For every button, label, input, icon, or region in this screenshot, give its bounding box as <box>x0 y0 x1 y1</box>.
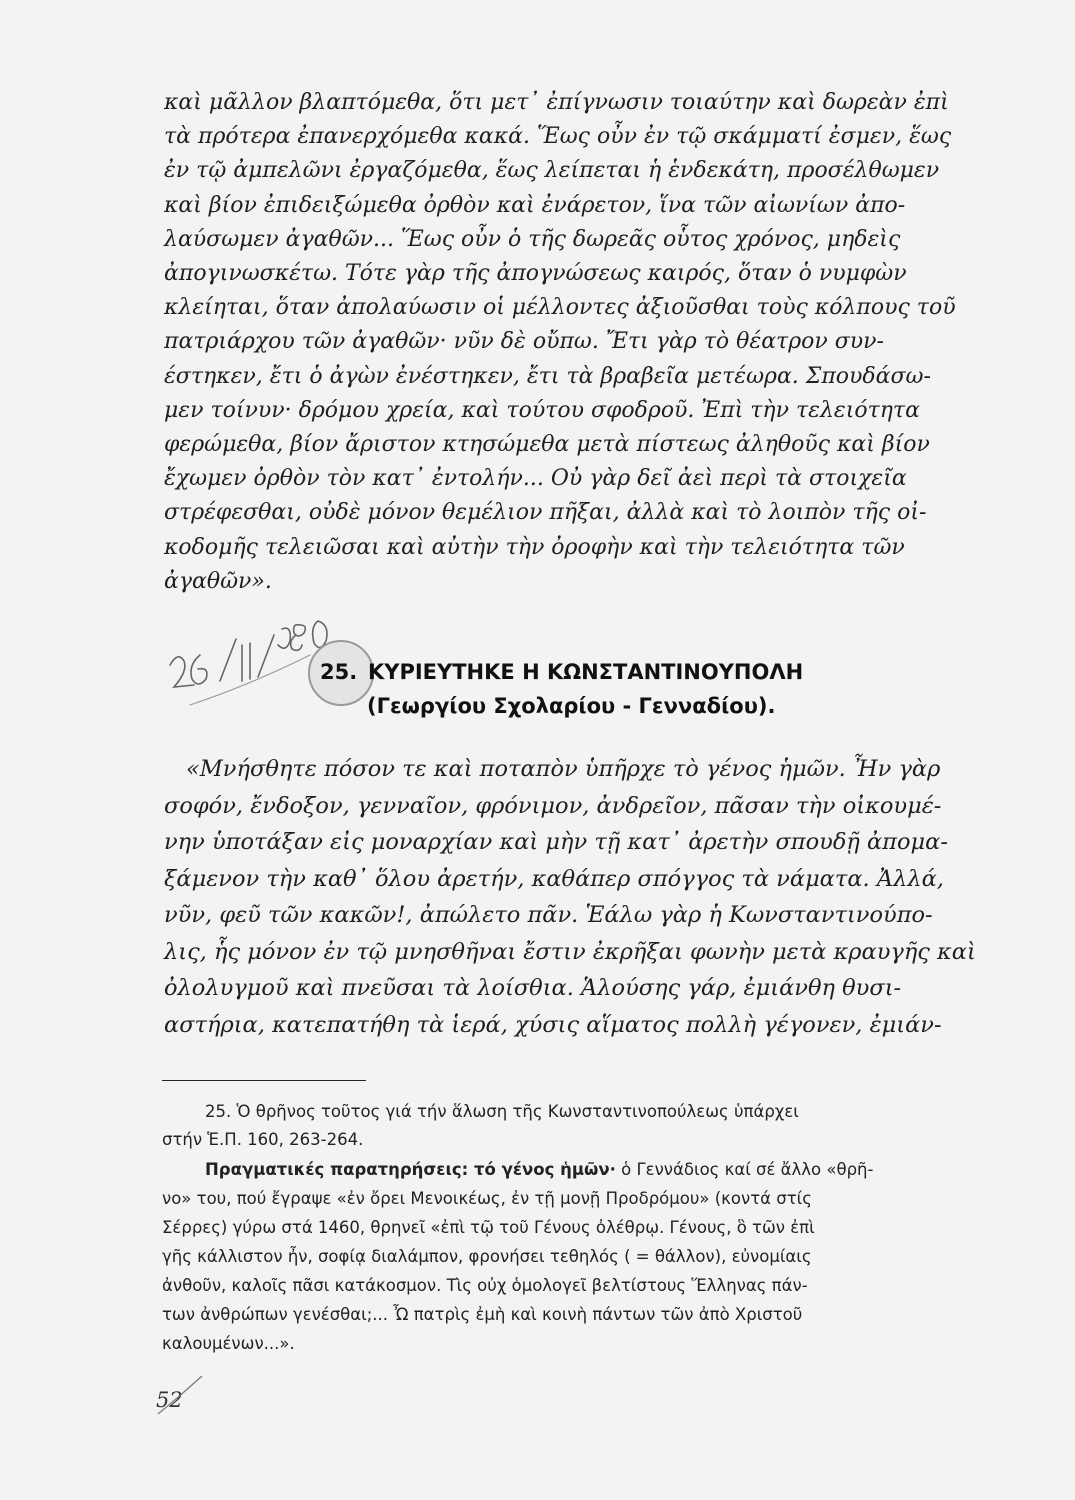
text-line: ἀπογινωσκέτω. Τότε γὰρ τῆς ἀπογνώσεως καιρός, ὅταν ὁ νυμφὼν <box>164 261 907 286</box>
text-line: τὰ πρότερα ἐπανερχόμεθα κακά. Ἕως οὖν ἐν τῷ σκάμματί ἐσμεν, ἕως <box>164 124 952 150</box>
footnote-line <box>205 1160 873 1179</box>
text-line: φερώμεθα, βίον ἄριστον κτησώμεθα μετὰ πίστεως ἀληθοῦς καὶ βίον <box>164 432 930 457</box>
text-line: ἀγαθῶν». <box>164 568 272 594</box>
footnote-line: Σέρρες) γύρω στά 1460, θρηνεῖ «ἐπὶ τῷ τοῦ Γένους ὀλέθρῳ. Γένους, ὃ τῶν ἐπὶ <box>162 1218 815 1237</box>
text-line: έστηκεν, ἔτι ὁ ἀγὼν ἐνέστηκεν, ἔτι τὰ βραβεῖα μετέωρα. Σπουδάσω- <box>164 363 931 389</box>
page-number: 52 <box>156 1388 183 1412</box>
text-line: αστήρια, κατεπατήθη τὰ ἱερά, χύσις αἵματος πολλὴ γέγονεν, ἐμιάν- <box>164 1011 942 1038</box>
footnote-line: γῆς κάλλιστον ἦν, σοφίᾳ διαλάμπον, φρονήσει τεθηλός ( = θάλλον), εὐνομίαις <box>162 1247 812 1266</box>
text-line: μεν τοίνυν· δρόμου χρεία, καὶ τούτου σφοδροῦ. Ἐπὶ τὴν τελειότητα <box>164 397 920 423</box>
text-line: σοφόν, ἔνδοξον, γενναῖον, φρόνιμον, ἀνδρεῖον, πᾶσαν τὴν οἰκουμέ- <box>164 792 942 819</box>
text-line: «Μνήσθητε πόσον τε καὶ ποταπὸν ὑπῆρχε τὸ γένος ἡμῶν. Ἦν γὰρ <box>186 756 941 782</box>
footnote-bold-lead: Πραγματικές παρατηρήσεις: τό γένος ἡμῶν· <box>205 1160 616 1179</box>
footnote-line: ἀνθοῦν, καλοῖς πᾶσι κατάκοσμον. Τὶς οὐχ ὁμολογεῖ βελτίστους Ἕλληνας πάν- <box>162 1276 808 1295</box>
footnote-text: ὁ Γεννάδιος καί σέ ἄλλο «θρῆ- <box>615 1160 874 1179</box>
text-line: νῦν, φεῦ τῶν κακῶν!, ἀπώλετο πᾶν. Ἑάλω γὰρ ἡ Κωνσταντινούπο- <box>164 902 933 928</box>
footnote-line: 25. Ὁ θρῆνος τοῦτος γιά τήν ἅλωση τῆς Κωνσταντινοπούλεως ὑπάρχει <box>205 1102 799 1121</box>
section-title: ΚΥΡΙΕΥΤΗΚΕ Η ΚΩΝΣΤΑΝΤΙΝΟΥΠΟΛΗ <box>368 660 804 684</box>
text-line: καὶ μᾶλλον βλαπτόμεθα, ὅτι μετ᾽ ἐπίγνωσιν τοιαύτην καὶ δωρεὰν ἐπὶ <box>164 90 949 115</box>
text-line: λαύσωμεν ἀγαθῶν... Ἕως οὖν ὁ τῆς δωρεᾶς οὗτος χρόνος, μηδεὶς <box>164 226 901 252</box>
text-line: ξάμενον τὴν καθ᾽ ὅλου ἀρετήν, καθάπερ σπόγγος τὰ νάματα. Ἀλλά, <box>164 865 944 892</box>
section-number: 25. <box>320 660 358 684</box>
footnote-line: των ἀνθρώπων γενέσθαι;... Ὦ πατρὶς ἐμὴ καὶ κοινὴ πάντων τῶν ἀπὸ Χριστοῦ <box>162 1305 803 1324</box>
text-line: ἐν τῷ ἀμπελῶνι ἐργαζόμεθα, ἕως λείπεται ἡ ἑνδεκάτη, προσέλθωμεν <box>164 158 940 184</box>
page-number-scribble <box>150 1370 210 1420</box>
text-line: πατριάρχου τῶν ἀγαθῶν· νῦν δὲ οὔπω. Ἔτι γὰρ τὸ θέατρον συν- <box>164 329 884 355</box>
text-line: κλείηται, ὅταν ἀπολαύωσιν οἱ μέλλοντες ἀξιοῦσθαι τοὺς κόλπους τοῦ <box>164 295 956 321</box>
footnote-line: στήν Ἑ.Π. 160, 263-264. <box>162 1130 364 1149</box>
text-line: ὀλολυγμοῦ καὶ πνεῦσαι τὰ λοίσθια. Ἁλούσης γάρ, ἐμιάνθη θυσι- <box>164 975 902 1001</box>
footnote-divider <box>162 1080 366 1081</box>
text-line: στρέφεσθαι, οὐδὲ μόνον θεμέλιον πῆξαι, ἀλλὰ καὶ τὸ λοιπὸν τῆς οἰ- <box>164 500 927 526</box>
section-subtitle: (Γεωργίου Σχολαρίου - Γενναδίου). <box>367 694 776 718</box>
footnote-line: καλουμένων...». <box>162 1334 295 1353</box>
text-line: ἔχωμεν ὀρθὸν τὸν κατ᾽ ἐντολήν... Οὐ γὰρ δεῖ ἀεὶ περὶ τὰ στοιχεῖα <box>164 466 907 492</box>
text-line: καὶ βίον ἐπιδειξώμεθα ὀρθὸν καὶ ἐνάρετον, ἵνα τῶν αἰωνίων ἀπο- <box>164 192 906 218</box>
text-line: νην ὑποτάξαν εἰς μοναρχίαν καὶ μὴν τῇ κατ᾽ ἀρετὴν σπουδῇ ἀπομα- <box>164 829 948 855</box>
text-line: λις, ἧς μόνον ἐν τῷ μνησθῆναι ἔστιν ἐκρῆξαι φωνὴν μετὰ κραυγῆς καὶ <box>164 938 976 965</box>
text-line: κοδομῆς τελειῶσαι καὶ αὐτὴν τὴν ὀροφὴν καὶ τὴν τελειότητα τῶν <box>164 534 905 560</box>
footnote-line: νο» του, πού ἔγραψε «ἐν ὄρει Μενοικέως, ἐν τῇ μονῇ Προδρόμου» (κοντά στίς <box>162 1189 812 1208</box>
